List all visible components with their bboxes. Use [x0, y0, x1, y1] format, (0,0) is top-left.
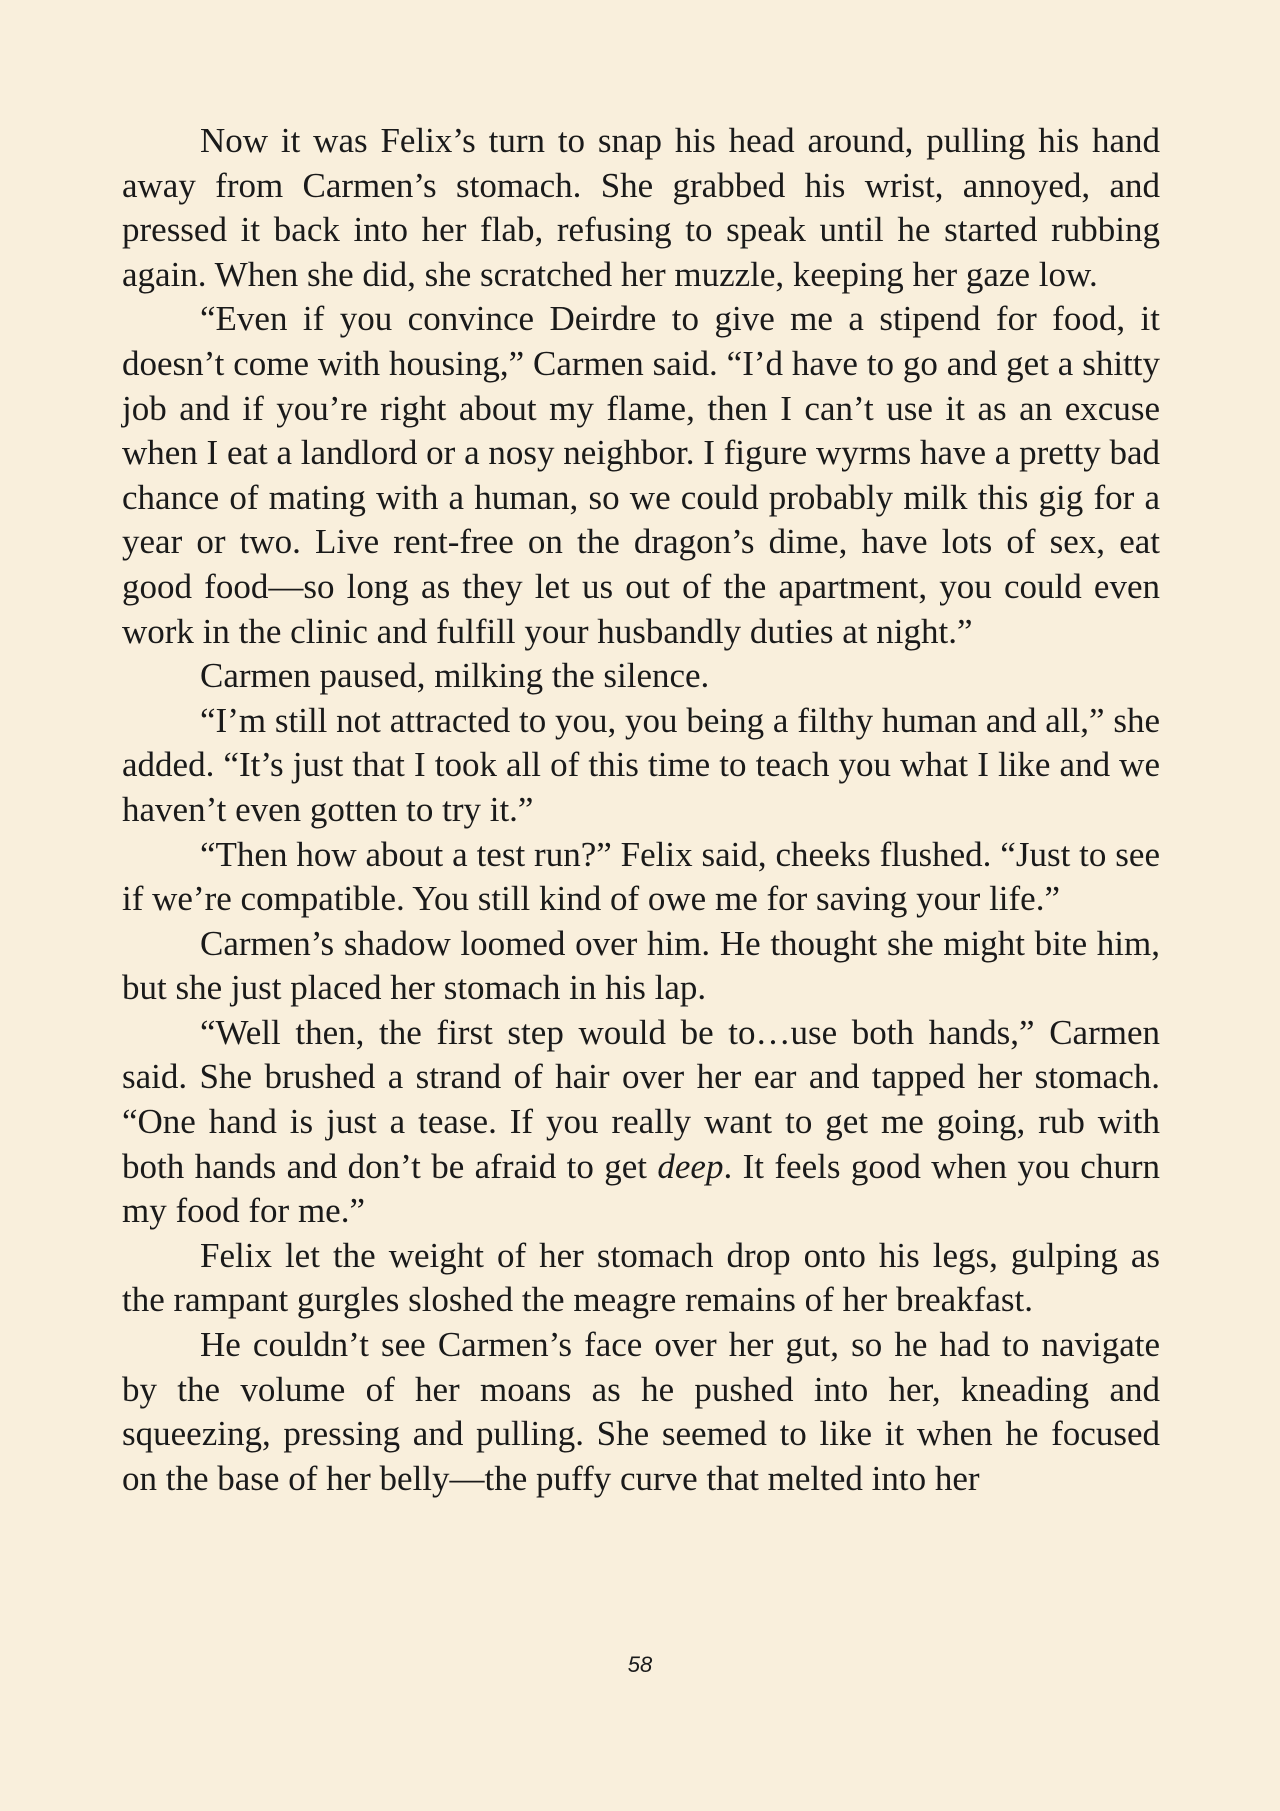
paragraph: Felix let the weight of her stomach drop onto his legs, gulping as the rampant gurgles sloshed the meagre remains of her breakfast.	[122, 1235, 1160, 1320]
paragraph: Carmen’s shadow loomed over him. He thought she might bite him, but she just placed her stomach in his lap.	[122, 923, 1160, 1008]
paragraph: Now it was Felix’s turn to snap his head around, pulling his hand away from Carmen’s stomach. She grabbed his wrist, annoyed, and pressed it back into her flab, refusing to speak until he started rubbing again. When she did, she scratched her muzzle, keeping her gaze low.	[122, 121, 1160, 294]
paragraph: He couldn’t see Carmen’s face over her gut, so he had to navigate by the volume of her moans as he pushed into her, kneading and squeezing, pressing and pulling. She seemed to like it when he focused on the base of her belly—the puffy curve that melted into her	[122, 1325, 1160, 1498]
paragraph: Carmen paused, milking the silence.	[200, 656, 710, 696]
page-number: 58	[627, 1652, 653, 1677]
paragraph: “I’m still not attracted to you, you being a filthy human and all,” she added. “It’s just that I took all of this time to teach you what I like and we haven’t even gotten to try it.”	[122, 700, 1160, 829]
paragraph: “Well then, the first step would be to…use both hands,” Carmen said. She brushed a strand of hair over her ear and tapped her stomach. “One hand is just a tease. If you really want to get me going, rub with both hands and don’t be afraid to get deep. It feels good when you churn my food for me.”	[122, 1012, 1160, 1231]
paragraph: “Then how about a test run?” Felix said, cheeks flushed. “Just to see if we’re compatible. You still kind of owe me for saving your life.”	[122, 834, 1160, 919]
emphasis-word: deep	[657, 1146, 724, 1186]
body-text	[122, 119, 1160, 1501]
paragraph: “Even if you convince Deirdre to give me a stipend for food, it doesn’t come with housing,” Carmen said. “I’d have to go and get a shitty job and if you’re right about my flame, then I can’t use it as an excuse when I eat a landlord or a nosy neighbor. I figure wyrms have a pretty bad chance of mating with a human, so we could probably milk this gig for a year or two. Live rent-free on the dragon’s dime, have lots of sex, eat good food—so long as they let us out of the apartment, you could even work in the clinic and fulfill your husbandly duties at night.”	[122, 299, 1161, 651]
